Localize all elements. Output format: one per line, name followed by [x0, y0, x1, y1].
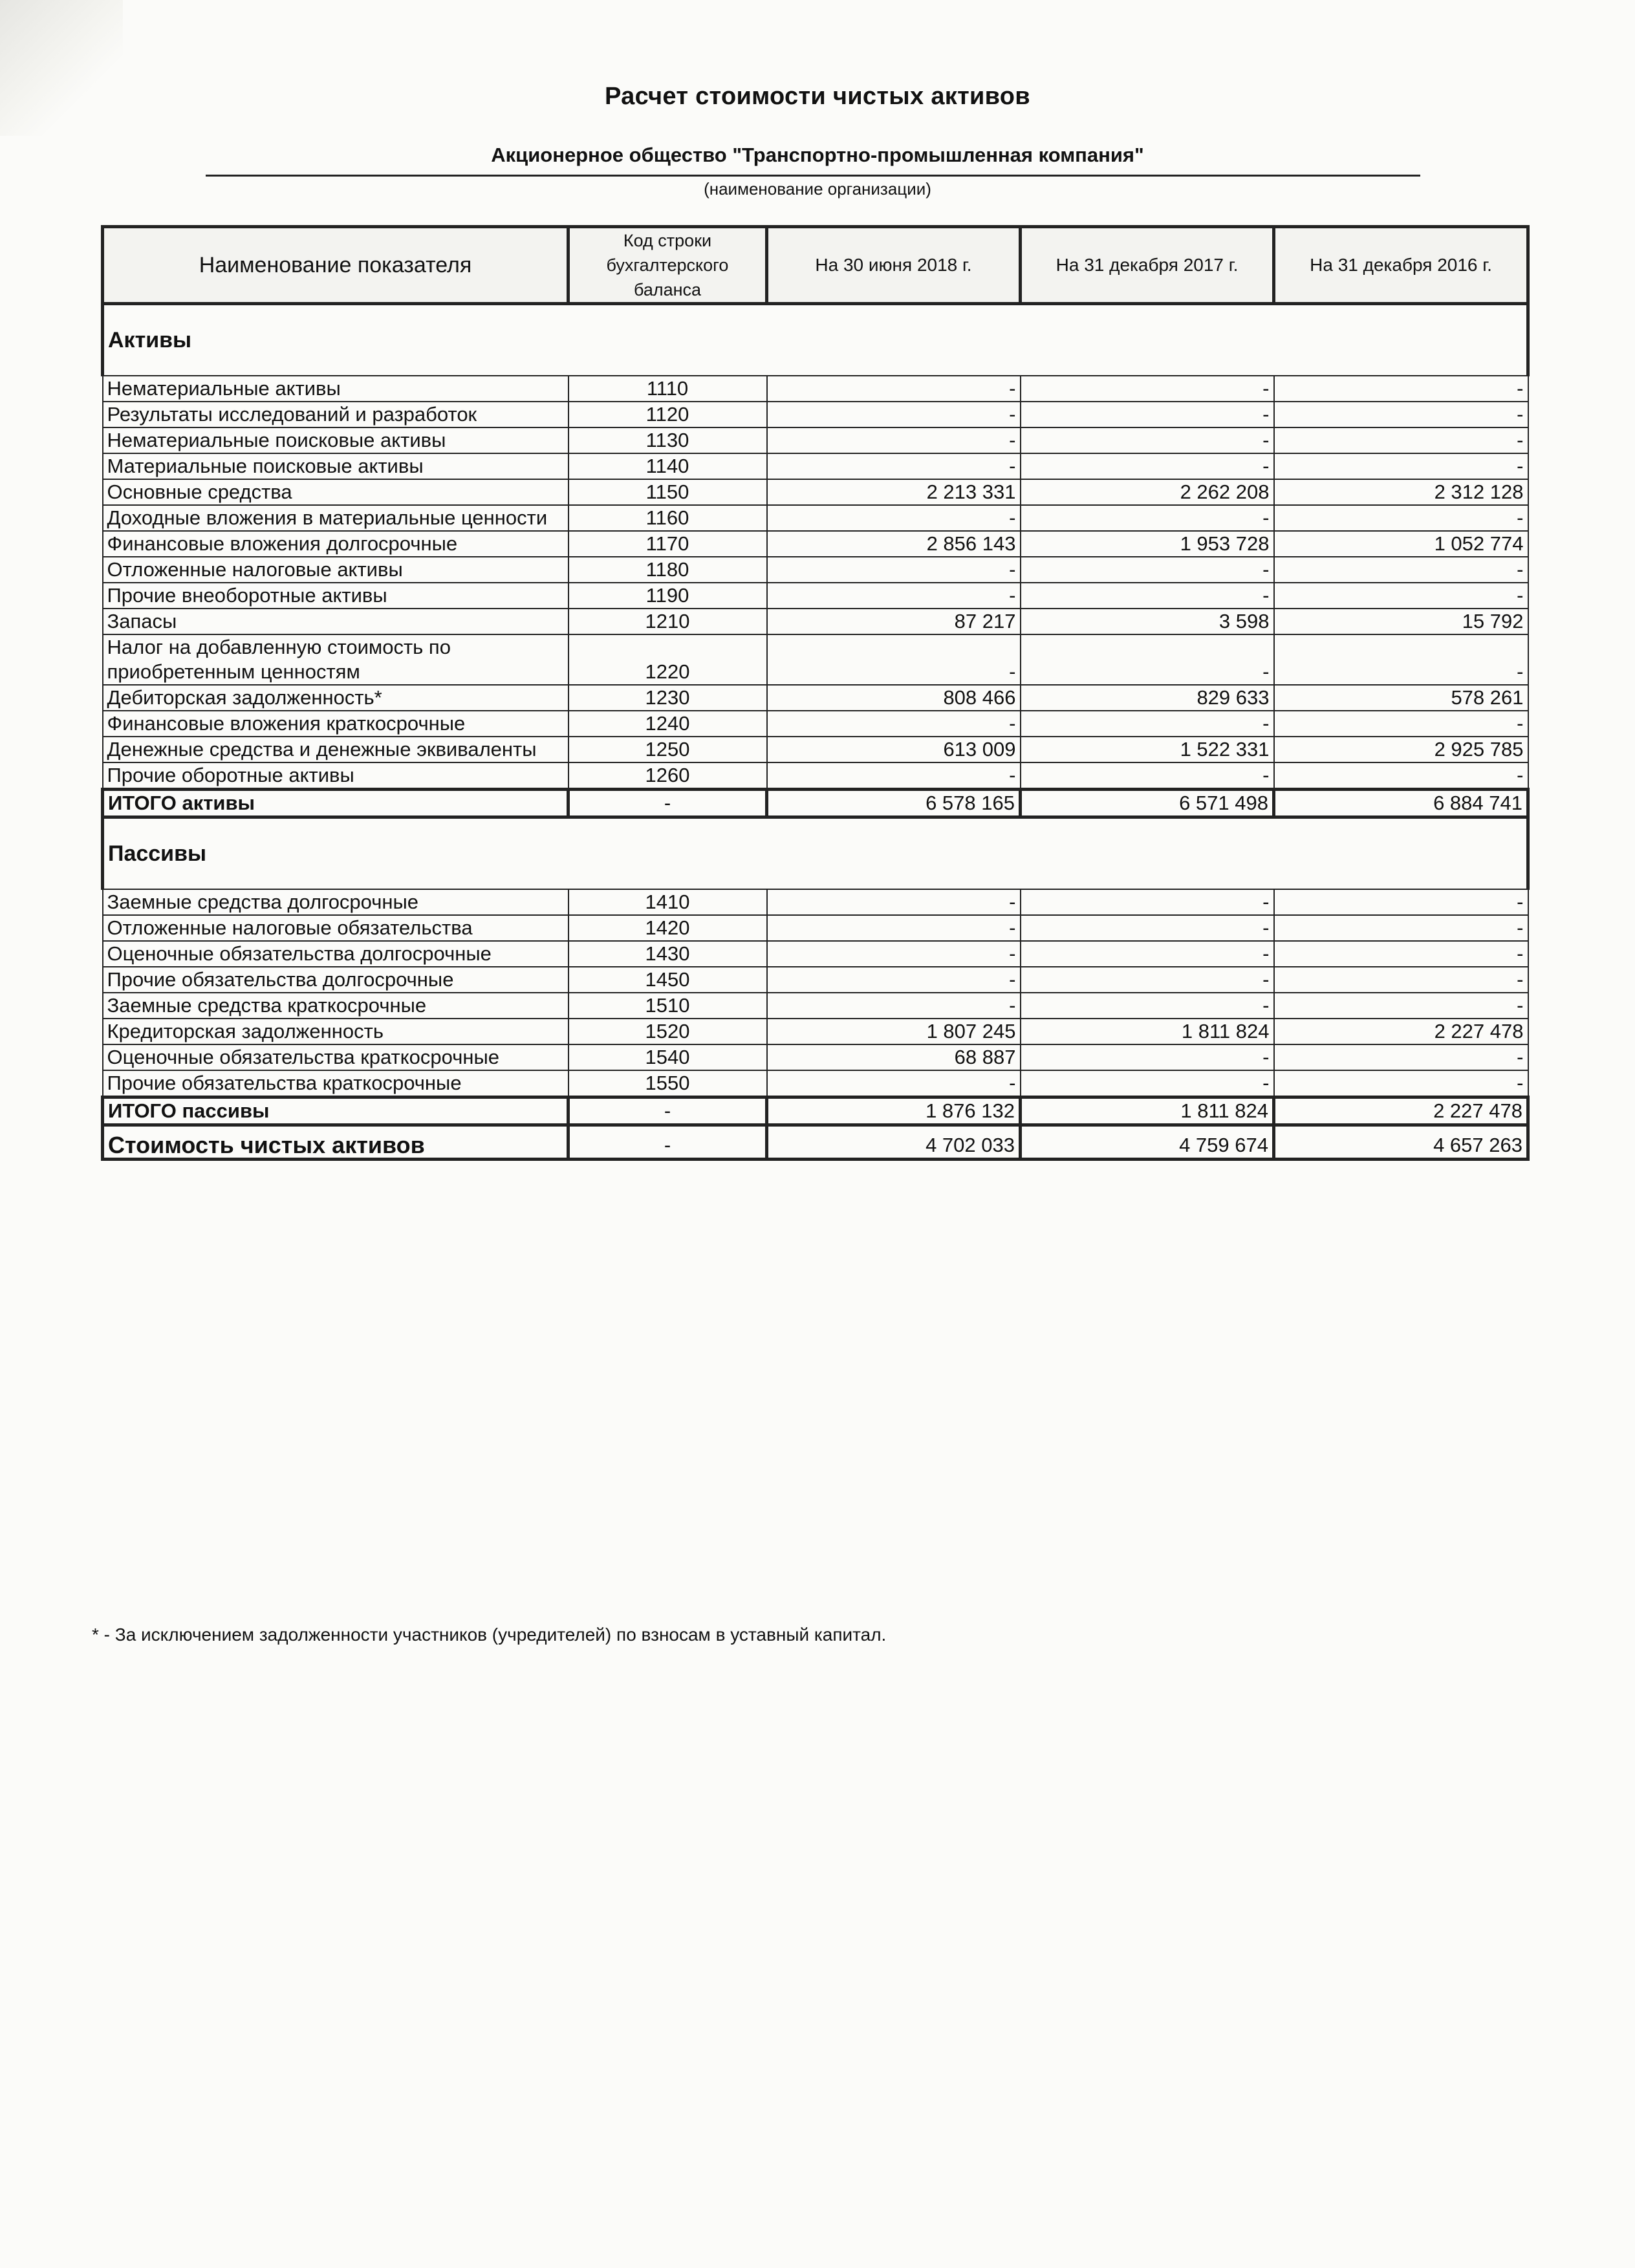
table-row [103, 583, 1528, 609]
row-line-code: 1130 [568, 427, 767, 453]
row-value-2018-06-30: - [767, 941, 1021, 967]
row-value-2017-12-31: 3 598 [1021, 609, 1274, 634]
row-line-code: 1140 [568, 453, 767, 479]
row-value-2016-12-31: - [1274, 634, 1528, 685]
row-value-2017-12-31: 6 571 498 [1021, 790, 1274, 817]
row-indicator-name: Результаты исследований и разработок [103, 402, 568, 427]
row-line-code: 1450 [568, 967, 767, 993]
row-value-2017-12-31: - [1021, 967, 1274, 993]
table-row [103, 941, 1528, 967]
row-line-code: 1540 [568, 1044, 767, 1070]
row-value-2017-12-31: - [1021, 889, 1274, 915]
net-assets-table [101, 225, 1530, 1161]
row-value-2016-12-31: - [1274, 711, 1528, 737]
row-value-2017-12-31: - [1021, 941, 1274, 967]
row-value-2016-12-31: - [1274, 993, 1528, 1019]
row-value-2016-12-31: - [1274, 453, 1528, 479]
row-line-code: 1220 [568, 634, 767, 685]
row-indicator-name: Кредиторская задолженность [103, 1019, 568, 1044]
row-value-2017-12-31: - [1021, 634, 1274, 685]
row-value-2017-12-31: - [1021, 583, 1274, 609]
row-value-2018-06-30: 808 466 [767, 685, 1021, 711]
row-value-2017-12-31: - [1021, 557, 1274, 583]
row-value-2018-06-30: - [767, 583, 1021, 609]
row-indicator-name: Нематериальные поисковые активы [103, 427, 568, 453]
header-indicator-name: Наименование показателя [103, 227, 568, 304]
row-value-2016-12-31: 15 792 [1274, 609, 1528, 634]
row-value-2016-12-31: 6 884 741 [1274, 790, 1528, 817]
table-row [103, 505, 1528, 531]
row-indicator-name: Основные средства [103, 479, 568, 505]
row-value-2017-12-31: - [1021, 1044, 1274, 1070]
section-assets-title: Активы [103, 304, 1528, 376]
row-indicator-name: Прочие внеоборотные активы [103, 583, 568, 609]
row-value-2018-06-30: 2 856 143 [767, 531, 1021, 557]
row-value-2018-06-30: 2 213 331 [767, 479, 1021, 505]
row-line-code: 1410 [568, 889, 767, 915]
row-indicator-name: Отложенные налоговые обязательства [103, 915, 568, 941]
page-title: Расчет стоимости чистых активов [605, 83, 1030, 110]
row-indicator-name: Денежные средства и денежные эквиваленты [103, 737, 568, 762]
row-indicator-name: Прочие обязательства долгосрочные [103, 967, 568, 993]
row-indicator-name: Прочие обязательства краткосрочные [103, 1070, 568, 1097]
row-value-2018-06-30: 68 887 [767, 1044, 1021, 1070]
row-value-2017-12-31: - [1021, 1070, 1274, 1097]
row-line-code: 1110 [568, 376, 767, 402]
row-value-2018-06-30: - [767, 376, 1021, 402]
row-value-2016-12-31: 2 925 785 [1274, 737, 1528, 762]
row-line-code: 1170 [568, 531, 767, 557]
row-value-2016-12-31: - [1274, 583, 1528, 609]
row-line-code: - [568, 790, 767, 817]
row-value-2016-12-31: 578 261 [1274, 685, 1528, 711]
table-row [103, 634, 1528, 685]
section-liabilities-title: Пассивы [103, 817, 1528, 890]
table-row [103, 427, 1528, 453]
row-line-code: 1550 [568, 1070, 767, 1097]
row-value-2016-12-31: - [1274, 762, 1528, 790]
row-value-2016-12-31: - [1274, 915, 1528, 941]
row-value-2018-06-30: - [767, 1070, 1021, 1097]
row-value-2017-12-31: 1 811 824 [1021, 1019, 1274, 1044]
row-value-2017-12-31: - [1021, 993, 1274, 1019]
header-date-1: На 30 июня 2018 г. [767, 227, 1021, 304]
row-value-2016-12-31: - [1274, 557, 1528, 583]
row-value-2018-06-30: - [767, 427, 1021, 453]
table-row [103, 376, 1528, 402]
section-assets-row [103, 304, 1528, 376]
row-value-2017-12-31: - [1021, 505, 1274, 531]
table-row [103, 711, 1528, 737]
row-line-code: 1420 [568, 915, 767, 941]
row-value-2016-12-31: 2 227 478 [1274, 1019, 1528, 1044]
row-value-2017-12-31: 829 633 [1021, 685, 1274, 711]
row-value-2018-06-30: - [767, 915, 1021, 941]
row-value-2017-12-31: - [1021, 376, 1274, 402]
row-value-2018-06-30: - [767, 711, 1021, 737]
header-date-3: На 31 декабря 2016 г. [1274, 227, 1528, 304]
row-line-code: 1120 [568, 402, 767, 427]
row-value-2018-06-30: 613 009 [767, 737, 1021, 762]
row-value-2017-12-31: - [1021, 427, 1274, 453]
row-line-code: 1240 [568, 711, 767, 737]
header-code-line1: Код строки [623, 231, 712, 250]
net-assets-row [103, 1125, 1528, 1160]
row-value-2018-06-30: - [767, 993, 1021, 1019]
row-line-code: 1160 [568, 505, 767, 531]
row-value-2017-12-31: - [1021, 915, 1274, 941]
row-value-2017-12-31: 1 811 824 [1021, 1097, 1274, 1125]
row-indicator-name: Стоимость чистых активов [103, 1125, 568, 1160]
table-row [103, 967, 1528, 993]
row-value-2018-06-30: - [767, 557, 1021, 583]
row-value-2018-06-30: 1 876 132 [767, 1097, 1021, 1125]
row-value-2018-06-30: 1 807 245 [767, 1019, 1021, 1044]
row-indicator-name: Оценочные обязательства долгосрочные [103, 941, 568, 967]
table-row [103, 915, 1528, 941]
row-value-2016-12-31: - [1274, 376, 1528, 402]
row-line-code: 1230 [568, 685, 767, 711]
row-value-2017-12-31: - [1021, 453, 1274, 479]
row-indicator-name: Дебиторская задолженность* [103, 685, 568, 711]
row-value-2017-12-31: 1 522 331 [1021, 737, 1274, 762]
table-row [103, 762, 1528, 790]
table-row [103, 609, 1528, 634]
row-value-2018-06-30: 4 702 033 [767, 1125, 1021, 1160]
table-row [103, 685, 1528, 711]
row-line-code: - [568, 1097, 767, 1125]
row-value-2018-06-30: - [767, 889, 1021, 915]
row-indicator-name: Налог на добавленную стоимость по приобретенным ценностям [103, 634, 568, 685]
organization-caption: (наименование организации) [704, 179, 931, 199]
row-value-2016-12-31: 1 052 774 [1274, 531, 1528, 557]
row-indicator-name: Запасы [103, 609, 568, 634]
row-value-2016-12-31: - [1274, 427, 1528, 453]
organization-underline [206, 175, 1420, 177]
row-line-code: 1250 [568, 737, 767, 762]
row-line-code: 1180 [568, 557, 767, 583]
row-indicator-name: Прочие оборотные активы [103, 762, 568, 790]
row-line-code: 1260 [568, 762, 767, 790]
row-indicator-name: Оценочные обязательства краткосрочные [103, 1044, 568, 1070]
table-row [103, 737, 1528, 762]
row-indicator-name: Заемные средства долгосрочные [103, 889, 568, 915]
table-header-row [103, 227, 1528, 304]
row-value-2018-06-30: - [767, 634, 1021, 685]
row-value-2017-12-31: - [1021, 402, 1274, 427]
table-row [103, 453, 1528, 479]
row-value-2016-12-31: - [1274, 505, 1528, 531]
row-value-2017-12-31: - [1021, 762, 1274, 790]
row-line-code: 1520 [568, 1019, 767, 1044]
header-line-code [568, 227, 767, 304]
row-line-code: - [568, 1125, 767, 1160]
header-code-line2: бухгалтерского [606, 255, 729, 275]
row-value-2016-12-31: - [1274, 1070, 1528, 1097]
row-indicator-name: Заемные средства краткосрочные [103, 993, 568, 1019]
header-code-line3: баланса [633, 280, 702, 299]
row-line-code: 1510 [568, 993, 767, 1019]
row-value-2016-12-31: 2 312 128 [1274, 479, 1528, 505]
row-line-code: 1150 [568, 479, 767, 505]
header-date-2: На 31 декабря 2017 г. [1021, 227, 1274, 304]
table-row [103, 557, 1528, 583]
row-indicator-name: Материальные поисковые активы [103, 453, 568, 479]
row-line-code: 1210 [568, 609, 767, 634]
row-indicator-name: ИТОГО активы [103, 790, 568, 817]
row-indicator-name: Финансовые вложения краткосрочные [103, 711, 568, 737]
row-value-2018-06-30: - [767, 505, 1021, 531]
table-row [103, 1019, 1528, 1044]
row-value-2016-12-31: 4 657 263 [1274, 1125, 1528, 1160]
row-value-2016-12-31: - [1274, 967, 1528, 993]
table-row [103, 402, 1528, 427]
row-line-code: 1190 [568, 583, 767, 609]
page-corner-fold [0, 0, 123, 136]
table-row [103, 531, 1528, 557]
row-value-2018-06-30: - [767, 453, 1021, 479]
assets-total-row [103, 790, 1528, 817]
table-row [103, 479, 1528, 505]
row-value-2017-12-31: 4 759 674 [1021, 1125, 1274, 1160]
row-indicator-name: Отложенные налоговые активы [103, 557, 568, 583]
row-value-2017-12-31: 2 262 208 [1021, 479, 1274, 505]
row-line-code: 1430 [568, 941, 767, 967]
row-value-2018-06-30: 87 217 [767, 609, 1021, 634]
row-indicator-name: Финансовые вложения долгосрочные [103, 531, 568, 557]
row-value-2016-12-31: - [1274, 1044, 1528, 1070]
row-indicator-name: Доходные вложения в материальные ценности [103, 505, 568, 531]
row-value-2016-12-31: - [1274, 889, 1528, 915]
row-value-2018-06-30: - [767, 967, 1021, 993]
table-row [103, 993, 1528, 1019]
table-row [103, 1070, 1528, 1097]
row-value-2016-12-31: - [1274, 941, 1528, 967]
row-value-2017-12-31: - [1021, 711, 1274, 737]
table-row [103, 889, 1528, 915]
row-indicator-name: Нематериальные активы [103, 376, 568, 402]
table-row [103, 1044, 1528, 1070]
row-value-2018-06-30: 6 578 165 [767, 790, 1021, 817]
row-value-2016-12-31: 2 227 478 [1274, 1097, 1528, 1125]
row-indicator-name: ИТОГО пассивы [103, 1097, 568, 1125]
organization-name: Акционерное общество "Транспортно-промышленная компания" [491, 144, 1144, 166]
section-liabilities-row [103, 817, 1528, 890]
footnote: * - За исключением задолженности участников (учредителей) по взносам в уставный капитал. [92, 1625, 887, 1645]
row-value-2017-12-31: 1 953 728 [1021, 531, 1274, 557]
row-value-2018-06-30: - [767, 762, 1021, 790]
row-value-2016-12-31: - [1274, 402, 1528, 427]
row-value-2018-06-30: - [767, 402, 1021, 427]
liabilities-total-row [103, 1097, 1528, 1125]
